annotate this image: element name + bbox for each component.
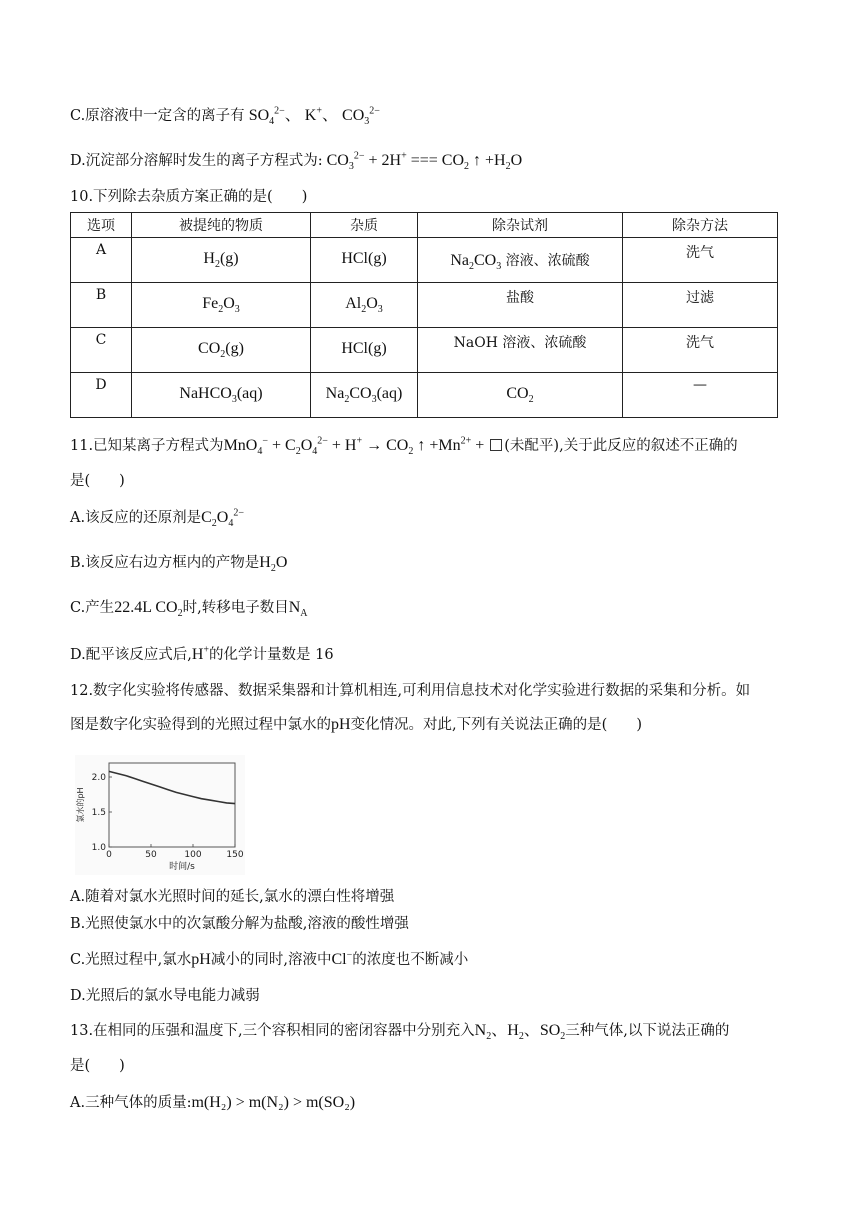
table-header: 被提纯的物质	[132, 213, 311, 238]
q11-option-c: C.产生22.4L $CO_2$时,转移电子数目$N_A$	[70, 599, 308, 620]
row-impurity: $Al_2O_3$	[345, 295, 383, 316]
row-option: C	[95, 332, 107, 348]
q10-stem: 10.下列除去杂质方案正确的是( )	[70, 189, 308, 205]
row-substance: $CO_2(g)$	[198, 340, 244, 361]
row-option: B	[95, 287, 107, 303]
q12-option-d: D.光照后的氯水导电能力减弱	[70, 988, 260, 1004]
row-option: A	[95, 242, 107, 258]
row-impurity: HCl(g)	[341, 340, 387, 357]
x-axis-label: 时间/s	[169, 862, 195, 872]
table-header-row	[71, 213, 778, 238]
y-tick-label: 2.0	[91, 773, 106, 783]
q11-stem: 11.已知某离子方程式为$MnO_4^- + C_2O_4^{2-} + H^+ \to CO_2$ ↑ $+Mn^{2+}$ + (未配平),关于此反应的叙述不正确的	[70, 435, 738, 458]
row-method: —	[693, 377, 707, 393]
table-header: 杂质	[311, 213, 418, 238]
row-substance: $H_2(g)$	[203, 250, 239, 271]
row-reagent: $CO_2$	[506, 385, 534, 406]
q12-stem-line1: 12.数字化实验将传感器、数据采集器和计算机相连,可利用信息技术对化学实验进行数据的采集和分析。如	[70, 683, 751, 699]
q11-option-a: A.该反应的还原剂是$C_2O_4^{2-}$	[70, 507, 244, 530]
q9-option-d: D.沉淀部分溶解时发生的离子方程式为: $CO_3^{2-} + 2H^+$ === $CO_2$ ↑ $+H_2O$	[70, 150, 523, 173]
row-reagent: NaOH 溶液、浓硫酸	[453, 335, 587, 351]
row-option: D	[95, 377, 107, 393]
table-header: 除杂试剂	[418, 213, 623, 238]
y-tick-label: 1.0	[91, 843, 106, 853]
q10-table	[70, 212, 778, 418]
table-row	[71, 328, 778, 373]
x-tick-label: 150	[226, 850, 244, 860]
row-substance: NaHCO$_3$(aq)	[179, 385, 263, 406]
row-reagent: 盐酸	[506, 290, 534, 306]
table-header: 选项	[71, 213, 132, 238]
table-row	[71, 373, 778, 418]
x-tick-label: 0	[106, 850, 112, 860]
blank-box-icon	[490, 439, 502, 451]
row-method: 过滤	[686, 290, 714, 306]
q9-option-c: C.原溶液中一定含的离子有 $SO_4^{2-}$、 K+、 $CO_3^{2-}$	[70, 105, 380, 128]
q12-option-b: B.光照使氯水中的次氯酸分解为盐酸,溶液的酸性增强	[70, 916, 409, 932]
row-method: 洗气	[686, 335, 714, 351]
table-header: 除杂方法	[623, 213, 778, 238]
x-tick-label: 100	[184, 850, 202, 860]
table-row	[71, 238, 778, 283]
q12-stem-line2: 图是数字化实验得到的光照过程中氯水的pH变化情况。对此,下列有关说法正确的是( )	[70, 716, 642, 733]
series-line	[109, 771, 235, 803]
q12-option-c: C.光照过程中,氯水pH减小的同时,溶液中Cl−的浓度也不断减小	[70, 949, 469, 968]
q11-stem-line2: 是( )	[70, 473, 125, 489]
row-reagent: $Na_2CO_3$ 溶液、浓硫酸	[450, 252, 590, 273]
table-row	[71, 283, 778, 328]
ph-line-chart	[75, 755, 245, 875]
y-tick-label: 1.5	[91, 808, 106, 818]
q13-option-a: A.三种气体的质量:m(H₂) > m(N₂) > m(SO₂)	[70, 1094, 356, 1111]
y-axis-label: 氯水的pH	[76, 787, 85, 823]
row-substance: $Fe_2O_3$	[202, 295, 240, 316]
row-method: 洗气	[686, 245, 714, 261]
q13-stem-line2: 是( )	[70, 1058, 125, 1074]
q13-stem-line1: 13.在相同的压强和温度下,三个容积相同的密闭容器中分别充入$N_2$、$H_2$、$SO_2$三种气体,以下说法正确的	[70, 1022, 730, 1043]
q12-option-a: A.随着对氯水光照时间的延长,氯水的漂白性将增强	[70, 889, 395, 905]
q11-option-b: B.该反应右边方框内的产物是$H_2O$	[70, 554, 288, 575]
row-impurity: HCl(g)	[341, 250, 387, 267]
row-impurity: $Na_2CO_3(aq)$	[325, 385, 403, 406]
x-tick-label: 50	[145, 850, 157, 860]
q11-option-d: D.配平该反应式后,H+的化学计量数是 16	[70, 644, 334, 663]
